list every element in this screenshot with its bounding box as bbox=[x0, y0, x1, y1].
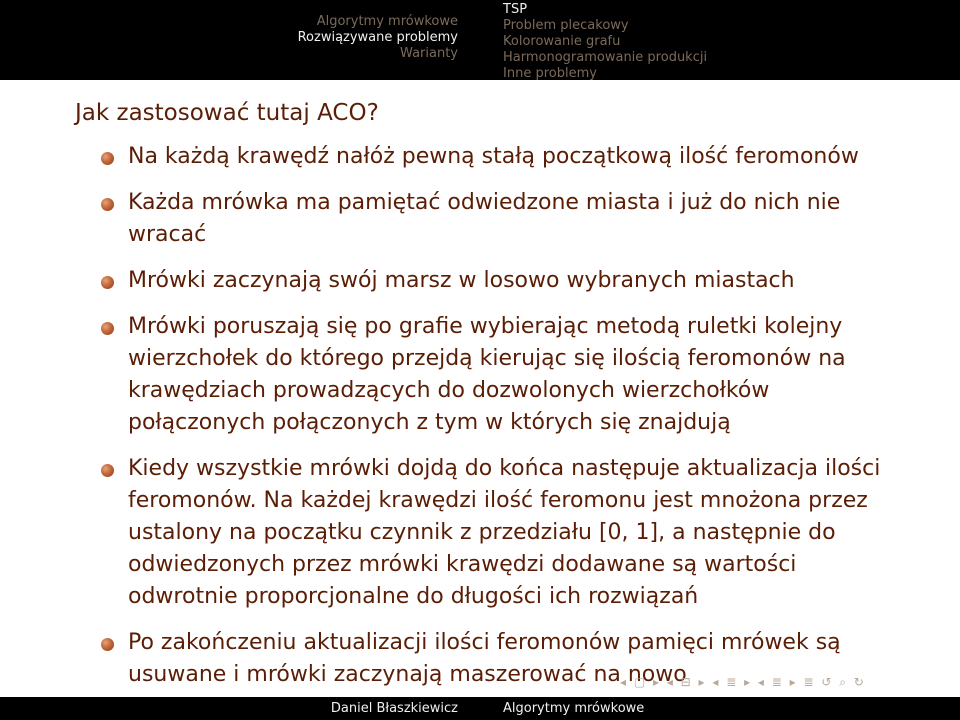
bullet-icon bbox=[101, 152, 114, 165]
list-item bbox=[96, 453, 896, 613]
list-item bbox=[96, 187, 896, 251]
header-bar bbox=[0, 0, 960, 80]
list-item-text: Kiedy wszystkie mrówki dojdą do końca następuje aktualizacja ilości feromonów. Na każdej krawędzi ilość feromonu jest mnożona przez ustalony na początku czynnik z przedziału [0, 1], a następnie do odwiedzonych przez mrówki krawędzi dodawane są wartości odwrotnie proporcjonalne do długości ich rozwiązań bbox=[128, 456, 881, 609]
list-item bbox=[96, 141, 896, 173]
list-item-text: Na każdą krawędź nałóż pewną stałą początkową ilość feromonów bbox=[128, 144, 859, 169]
bullet-icon bbox=[101, 198, 114, 211]
list-item-text: Mrówki zaczynają swój marsz w losowo wybranych miastach bbox=[128, 268, 795, 293]
section-nav bbox=[298, 14, 458, 62]
bullet-icon bbox=[101, 464, 114, 477]
bullet-icon bbox=[101, 276, 114, 289]
subsection-link-2[interactable]: Kolorowanie grafu bbox=[503, 34, 621, 49]
beamer-navigation-icons[interactable]: ◂ ▢ ▸ ◂ ⊟ ▸ ◂ ≣ ▸ ◂ ≣ ▸ ≣ ↺ ⌕ ↻ bbox=[620, 675, 866, 689]
footer-author: Daniel Błaszkiewicz bbox=[330, 701, 458, 716]
bullet-list bbox=[96, 141, 896, 705]
list-item-text: Mrówki poruszają się po grafie wybierając metodą ruletki kolejny wierzchołek do którego przejdą kierując się ilością feromonów na krawędziach prowadzących do dozwolonych wierzchołków połączonych połączonych z tym w których się znajdują bbox=[128, 314, 846, 435]
slide-title: Jak zastosować tutaj ACO? bbox=[75, 100, 379, 126]
subsection-link-0[interactable]: TSP bbox=[503, 2, 528, 17]
footer-title: Algorytmy mrówkowe bbox=[503, 701, 645, 716]
list-item bbox=[96, 311, 896, 439]
bullet-icon bbox=[101, 322, 114, 335]
list-item-text: Każda mrówka ma pamiętać odwiedzone miasta i już do nich nie wracać bbox=[128, 190, 841, 247]
section-link-0[interactable]: Algorytmy mrówkowe bbox=[316, 14, 458, 29]
list-item bbox=[96, 265, 896, 297]
footer-bar bbox=[0, 697, 960, 720]
section-link-2[interactable]: Warianty bbox=[400, 46, 458, 61]
section-link-1[interactable]: Rozwiązywane problemy bbox=[297, 30, 458, 45]
list-item-text: Po zakończeniu aktualizacji ilości feromonów pamięci mrówek są usuwane i mrówki zaczynają maszerować na nowo bbox=[128, 630, 841, 687]
bullet-icon bbox=[101, 638, 114, 651]
subsection-link-3[interactable]: Harmonogramowanie produkcji bbox=[503, 50, 708, 65]
subsection-link-1[interactable]: Problem plecakowy bbox=[503, 18, 629, 33]
subsection-link-4[interactable]: Inne problemy bbox=[503, 66, 597, 81]
subsection-nav bbox=[503, 2, 707, 82]
